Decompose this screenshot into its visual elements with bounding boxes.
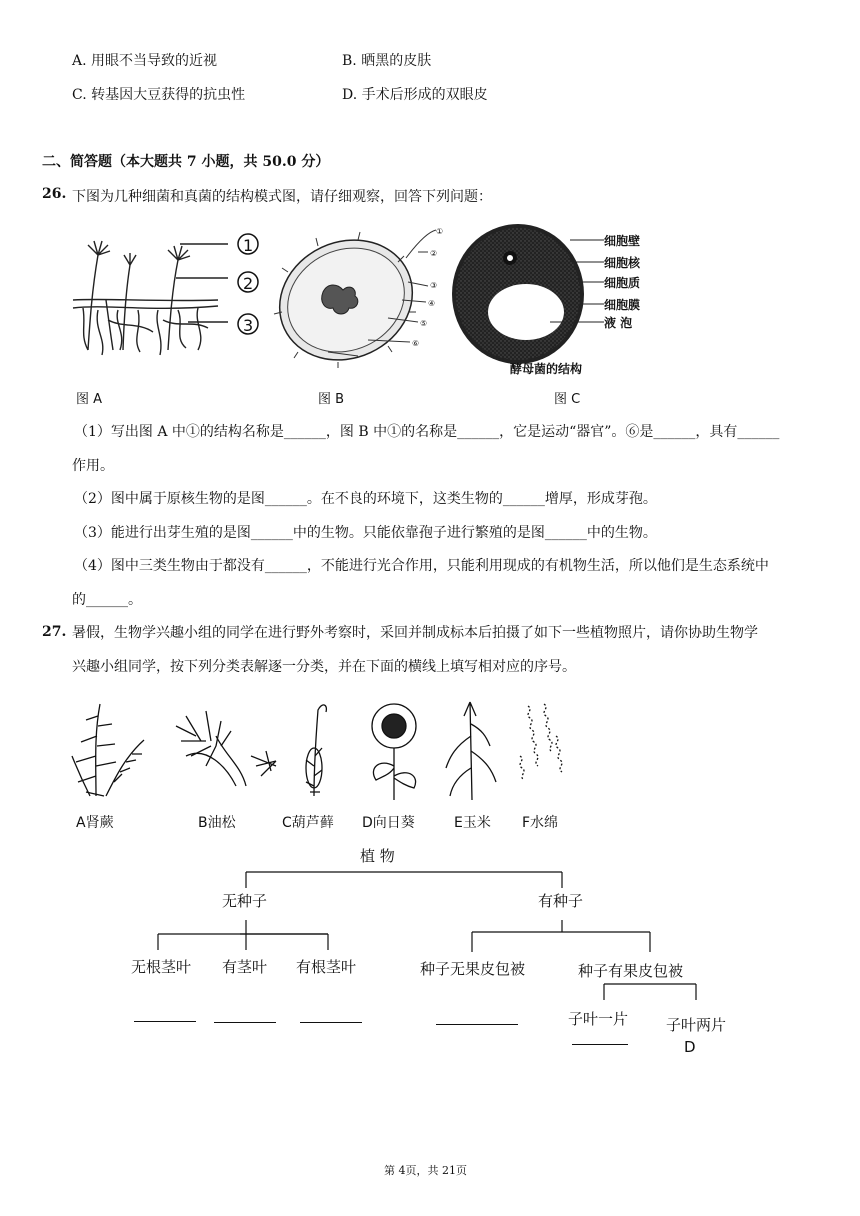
tree-no-root-stem-leaf: 无根茎叶 bbox=[131, 958, 192, 976]
question-26-sub4-line2: 的______。 bbox=[72, 592, 142, 608]
svg-text:⑤: ⑤ bbox=[420, 319, 428, 328]
question-26-stem: 下图为几种细菌和真菌的结构模式图，请仔细观察，回答下列问题： bbox=[72, 189, 492, 205]
plant-label-d: D向日葵 bbox=[362, 815, 415, 831]
question-26-sub1-line1: （1）写出图 A 中①的结构名称是______，图 B 中①的名称是______，它是运动“器官”。⑥是______，具有______ bbox=[74, 424, 780, 440]
option-c: C. 转基因大豆获得的抗虫性 bbox=[72, 87, 246, 103]
answer-blank-has-root-stem-leaf[interactable] bbox=[300, 1022, 362, 1023]
figure-c-label-vacuole: 液 泡 bbox=[604, 316, 633, 330]
answer-blank-one-cotyledon[interactable] bbox=[572, 1044, 628, 1045]
figure-b-caption: 图 B bbox=[318, 392, 345, 407]
tree-two-cotyledons: 子叶两片 bbox=[666, 1016, 727, 1034]
question-26-sub3: （3）能进行出芽生殖的是图______中的生物。只能依靠孢子进行繁殖的是图______中的生物。 bbox=[74, 525, 657, 541]
figure-c-label-cytoplasm: 细胞质 bbox=[604, 276, 641, 290]
answer-blank-has-stem-leaf[interactable] bbox=[214, 1022, 276, 1023]
tree-no-seed: 无种子 bbox=[222, 892, 268, 910]
page-footer: 第 4页，共 21页 bbox=[384, 1164, 467, 1177]
svg-text:②: ② bbox=[430, 249, 438, 258]
figure-c-label-wall: 细胞壁 bbox=[604, 234, 641, 248]
section-heading: 二、简答题（本大题共 7 小题，共 50.0 分） bbox=[42, 154, 330, 170]
tree-has-stem-leaf: 有茎叶 bbox=[222, 958, 268, 976]
tree-one-cotyledon: 子叶一片 bbox=[568, 1010, 629, 1028]
option-b: B. 晒黑的皮肤 bbox=[342, 53, 432, 69]
tree-has-root-stem-leaf: 有根茎叶 bbox=[296, 958, 357, 976]
option-a: A. 用眼不当导致的近视 bbox=[72, 53, 218, 69]
svg-text:③: ③ bbox=[430, 281, 438, 290]
question-26-sub4-line1: （4）图中三类生物由于都没有______，不能进行光合作用，只能利用现成的有机物生活，所以他们是生态系统中 bbox=[74, 558, 769, 574]
plant-label-e: E玉米 bbox=[454, 815, 491, 831]
plant-label-f: F水绵 bbox=[522, 815, 559, 831]
figure-a-caption: 图 A bbox=[76, 392, 103, 407]
answer-blank-no-root-stem-leaf[interactable] bbox=[134, 1021, 196, 1022]
tree-seed-has-pericarp: 种子有果皮包被 bbox=[578, 962, 684, 980]
figure-a-mold bbox=[68, 220, 268, 410]
question-number-26: 26. bbox=[42, 186, 67, 202]
question-number-27: 27. bbox=[42, 624, 67, 640]
plant-illustrations bbox=[66, 696, 586, 808]
tree-answer-d: D bbox=[684, 1038, 696, 1056]
figure-c-title: 酵母菌的结构 bbox=[510, 362, 583, 376]
figure-c-caption: 图 C bbox=[554, 392, 581, 407]
plant-label-a: A肾蕨 bbox=[76, 815, 114, 831]
svg-text:⑥: ⑥ bbox=[412, 339, 420, 348]
question-26-sub2: （2）图中属于原核生物的是图______。在不良的环境下，这类生物的______增厚，形成芽孢。 bbox=[74, 491, 657, 507]
option-d: D. 手术后形成的双眼皮 bbox=[342, 87, 488, 103]
figure-b-bacterium bbox=[268, 222, 448, 372]
svg-text:1: 1 bbox=[243, 236, 254, 255]
tree-root: 植 物 bbox=[360, 847, 395, 865]
svg-text:④: ④ bbox=[428, 299, 436, 308]
question-27-stem-line1: 暑假，生物学兴趣小组的同学在进行野外考察时，采回并制成标本后拍摄了如下一些植物照片，请你协助生物学 bbox=[72, 625, 758, 641]
svg-text:2: 2 bbox=[243, 274, 254, 293]
svg-text:3: 3 bbox=[243, 316, 254, 335]
svg-text:①: ① bbox=[436, 227, 444, 236]
question-26-sub1-line2: 作用。 bbox=[72, 458, 114, 474]
question-27-stem-line2: 兴趣小组同学，按下列分类表解逐一分类，并在下面的横线上填写相对应的序号。 bbox=[72, 659, 576, 675]
tree-has-seed: 有种子 bbox=[538, 892, 584, 910]
figure-c-label-nucleus: 细胞核 bbox=[604, 256, 641, 270]
plant-label-c: C葫芦藓 bbox=[282, 815, 334, 831]
figure-c-pointers bbox=[510, 236, 606, 328]
answer-blank-seed-no-pericarp[interactable] bbox=[436, 1024, 518, 1025]
figure-c-label-membrane: 细胞膜 bbox=[604, 298, 641, 312]
tree-seed-no-pericarp: 种子无果皮包被 bbox=[420, 960, 526, 978]
plant-label-b: B油松 bbox=[198, 815, 236, 831]
